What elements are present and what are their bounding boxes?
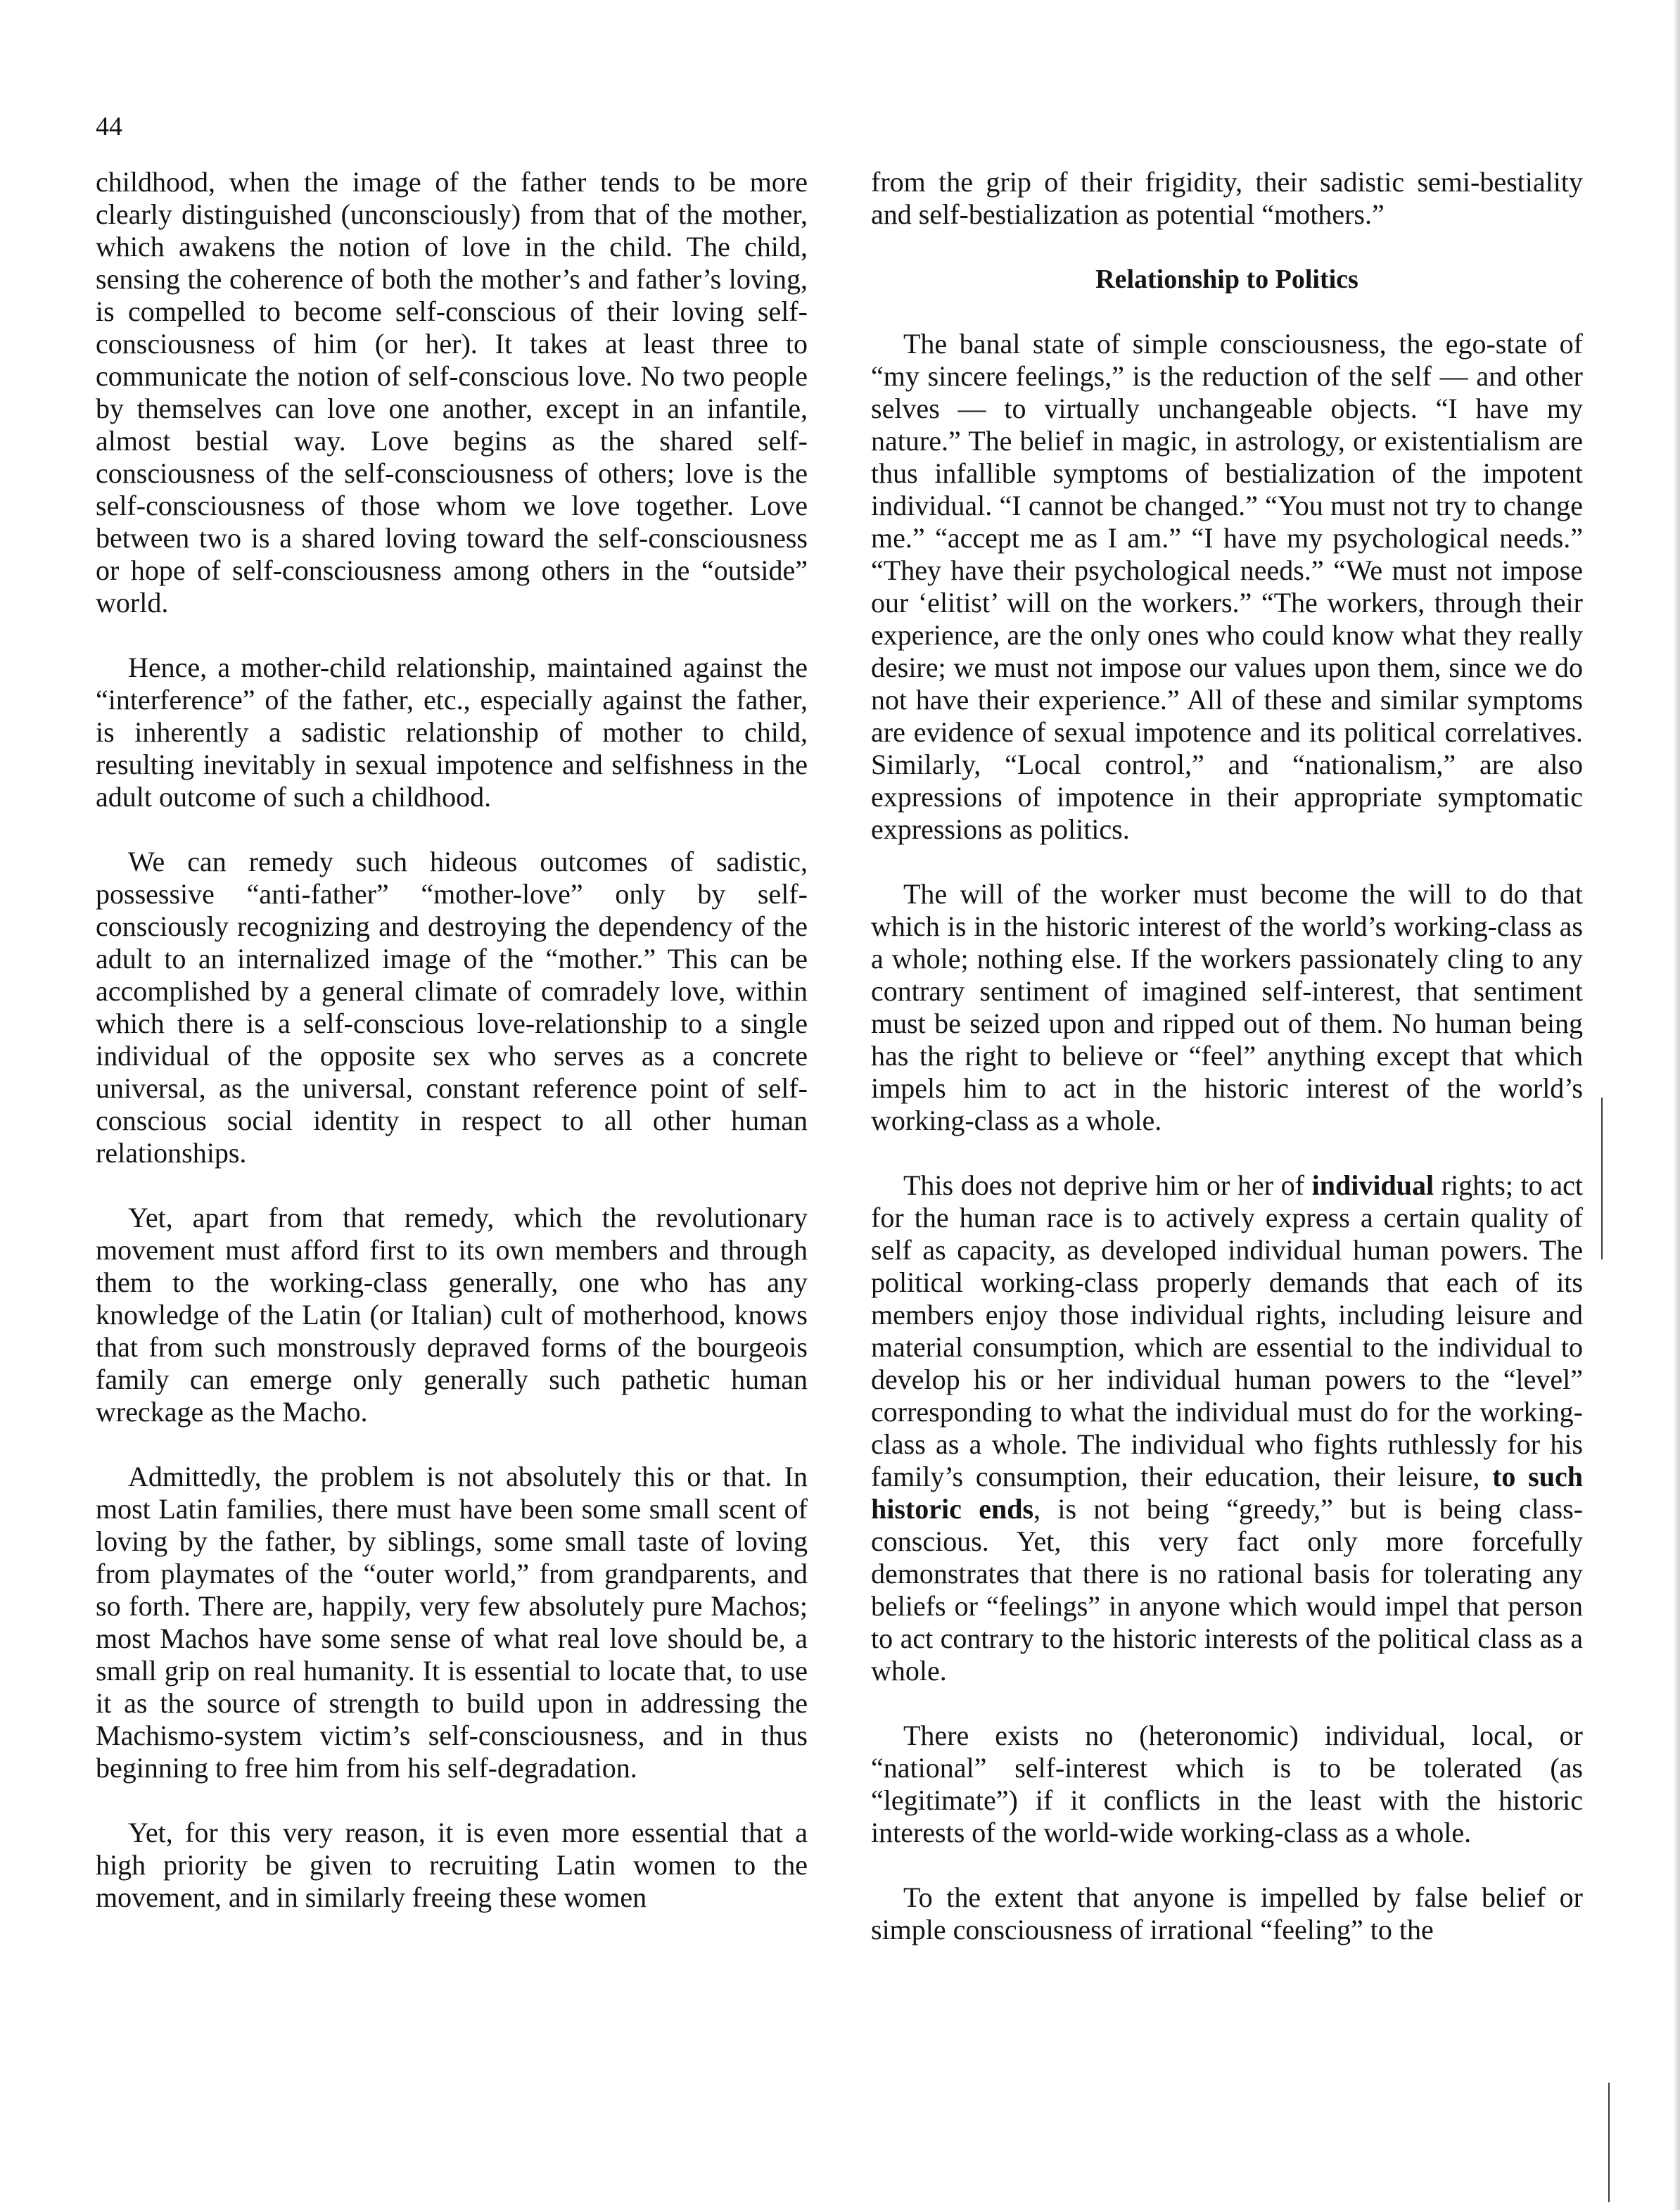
left-paragraph-4: Yet, apart from that remedy, which the revolutionary movement must afford first to its own members and through them to the working-class generally, one who has any knowledge of the Latin (or Italian) cult of motherhood, knows that from such monstrously depraved forms of the bourgeois family can emerge only generally such pathetic human wreckage as the Macho.: [96, 1202, 808, 1428]
right-paragraph-6: To the extent that anyone is impelled by false belief or simple consciousness of irrational “feeling” to the: [871, 1881, 1583, 1945]
left-paragraph-6: Yet, for this very reason, it is even more essential that a high priority be given to recruiting Latin women to the movement, and in similarly freeing these women: [96, 1817, 808, 1913]
left-paragraph-5: Admittedly, the problem is not absolutely this or that. In most Latin families, there must have been some small scent of loving by the father, by siblings, some small taste of loving from playmates of the “outer world,” from grandparents, and so forth. There are, happily, very few absolutely pure Machos; most Machos have some sense of what real love should be, a small grip on real humanity. It is essential to locate that, to use it as the source of strength to build upon in addressing the Machismo-system victim’s self-consciousness, and in thus beginning to free him from his self-degradation.: [96, 1461, 808, 1784]
right-paragraph-2: The banal state of simple consciousness, the ego-state of “my sincere feelings,” is the reduction of the self — and other selves — to virtually unchangeable objects. “I have my nature.” The belief in magic, in astrology, or existentialism are thus infallible symptoms of bestialization of the impotent individual. “I cannot be changed.” “You must not try to change me.” “accept me as I am.” “I have my psychological needs.” “They have their psychological needs.” “We must not impose our ‘elitist’ will on the workers.” “The workers, through their experience, are the only ones who could know what they really desire; we must not impose our values upon them, since we do not have their experience.” All of these and similar symptoms are evidence of sexual impotence and its political correlatives. Similarly, “Local control,” and “nationalism,” are also expressions of impotence in their appropriate symptomatic expressions as politics.: [871, 328, 1583, 845]
right-paragraph-4: [871, 1169, 1583, 1687]
right-paragraph-3: The will of the worker must become the will to do that which is in the historic interest of the world’s working-class as a whole; nothing else. If the workers passionately cling to any contrary sentiment of imagined self-interest, that sentiment must be seized upon and ripped out of them. No human being has the right to believe or “feel” anything except that which impels him to act in the historic interest of the world’s working-class as a whole.: [871, 878, 1583, 1136]
margin-rule: [1608, 2083, 1610, 2202]
right-paragraph-4-middle: rights; to act for the human race is to actively express a certain quality of self as capacity, as developed individual human powers. The political working-class properly demands that each of its members enjoy those individual rights, including leisure and material consumption, which are essential to the individual to develop his or her individual human powers to the “level” corresponding to what the individual must do for the working-class as a whole. The individual who fights ruthlessly for his family’s consumption, their education, their leisure,: [871, 1169, 1583, 1492]
right-paragraph-4-start: This does not deprive him or her of: [903, 1169, 1312, 1201]
left-paragraph-2: Hence, a mother-child relationship, maintained against the “interference” of the father, etc., especially against the father, is inherently a sadistic relationship of mother to child, resulting inevitably in sexual impotence and selfishness in the adult outcome of such a childhood.: [96, 652, 808, 813]
left-paragraph-3: We can remedy such hideous outcomes of sadistic, possessive “anti-father” “mother-love” only by self-consciously recognizing and destroying the dependency of the adult to an internalized image of the “mother.” This can be accomplished by a general climate of comradely love, within which there is a self-conscious love-relationship to a single individual of the opposite sex who serves as a concrete universal, as the universal, constant reference point of self-conscious social identity in respect to all other human relationships.: [96, 846, 808, 1169]
right-column: [871, 166, 1583, 1979]
emphasis-historic-ends: to such historic ends: [871, 1461, 1583, 1525]
left-column: [96, 166, 808, 1946]
margin-rule: [1601, 1098, 1603, 1259]
emphasis-individual: individual: [1311, 1169, 1434, 1201]
section-heading: Relationship to Politics: [1095, 265, 1358, 294]
right-paragraph-4-end: , is not being “greedy,” but is being class-conscious. Yet, this very fact only more forcefully demonstrates that there is no rational basis for tolerating any beliefs or “feelings” in anyone which would impel that person to act contrary to the historic interests of the political class as a whole.: [871, 1493, 1583, 1687]
page-number: 44: [96, 112, 122, 141]
left-paragraph-1: childhood, when the image of the father tends to be more clearly distinguished (unconsciously) from that of the mother, which awakens the notion of love in the child. The child, sensing the coherence of both the mother’s and father’s loving, is compelled to become self-conscious of their loving self-consciousness of him (or her). It takes at least three to communicate the notion of self-conscious love. No two people by themselves can love one another, except in an infantile, almost bestial way. Love begins as the shared self-consciousness of the self-consciousness of others; love is the self-consciousness of those whom we love together. Love between two is a shared loving toward the self-consciousness or hope of self-consciousness among others in the “outside” world.: [96, 166, 808, 618]
right-paragraph-5: There exists no (heteronomic) individual, local, or “national” self-interest which is to be tolerated (as “legitimate”) if it conflicts in the least with the historic interests of the world-wide working-class as a whole.: [871, 1720, 1583, 1848]
right-paragraph-1: from the grip of their frigidity, their sadistic semi-bestiality and self-bestialization as potential “mothers.”: [871, 166, 1583, 230]
page-edge: [1673, 0, 1680, 2210]
